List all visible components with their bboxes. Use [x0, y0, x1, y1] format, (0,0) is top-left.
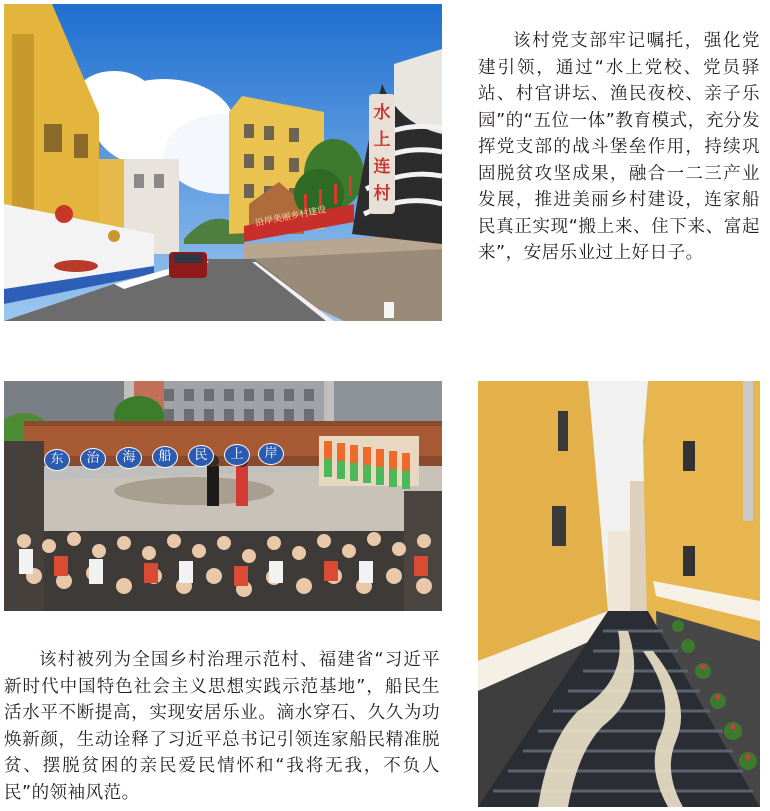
- photo-alley: [478, 381, 760, 807]
- banner-text: 沿岸美丽乡村建设: [254, 205, 328, 229]
- paragraph-demonstration-village: 该村被列为全国乡村治理示范村、福建省“习近平新时代中国特色社会主义思想实践示范基地”，船民生活水平不断提高，实现安居乐业。滴水穿石、久久为功焕新颜，生动诠释了习近平总书记引领连家船民精准脱贫、摆脱贫困的亲民爱民情怀和“我将无我，不负人民”的领袖风范。: [4, 650, 440, 803]
- paragraph-party-branch: 该村党支部牢记嘱托，强化党建引领，通过“水上党校、党员驿站、村官讲坛、渔民夜校、亲子乐园”的“五位一体”教育模式，充分发挥党支部的战斗堡垒作用，持续巩固脱贫攻坚成果，融合一二三产业发展，推进美丽乡村建设，连家船民真正实现“搬上来、住下来、富起来”，安居乐业过上好日子。: [478, 31, 760, 263]
- sign-char: 村: [373, 184, 391, 204]
- sign-char: 连: [373, 157, 391, 177]
- railing-sign: 东: [44, 449, 70, 471]
- village-sign-text: [370, 100, 394, 208]
- photo-gathering: [4, 381, 442, 611]
- photo-village-street: [4, 4, 442, 321]
- railing-sign: 船: [152, 446, 178, 468]
- railing-sign: 上: [224, 444, 250, 466]
- railing-sign: 民: [188, 445, 214, 467]
- railing-sign: 治: [80, 448, 106, 470]
- railing-signs: [44, 443, 278, 471]
- sign-char: 水: [373, 103, 391, 123]
- railing-sign: 海: [116, 447, 142, 469]
- sign-char: 上: [373, 130, 391, 150]
- railing-sign: 岸: [258, 443, 284, 465]
